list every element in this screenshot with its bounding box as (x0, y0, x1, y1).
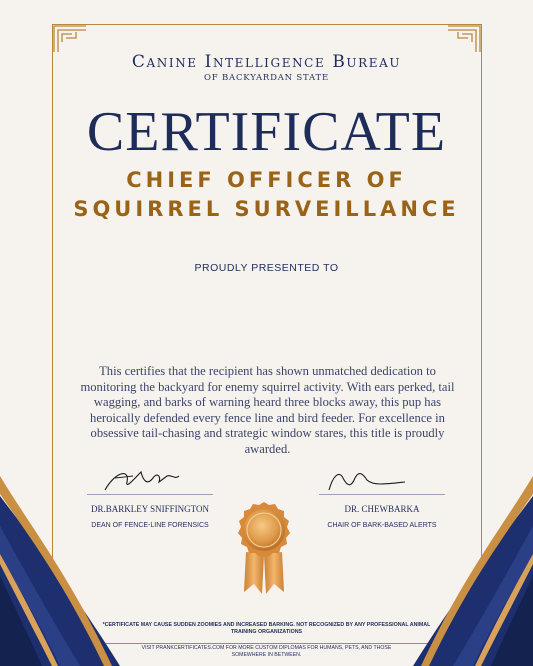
signer-role-left: DEAN OF FENCE-LINE FORENSICS (91, 522, 209, 529)
navy-gold-drape-right-icon (393, 466, 533, 666)
organization-name: Canine Intelligence Bureau (131, 52, 402, 72)
presented-to-label: PROUDLY PRESENTED TO (194, 262, 339, 274)
certificate-title: CERTIFICATE (86, 101, 447, 163)
navy-gold-drape-left-icon (0, 466, 140, 666)
signer-name-right: DR. CHEWBARKA (344, 504, 420, 514)
corner-ornament-top-right-icon (446, 24, 482, 54)
certificate-body: This certifies that the recipient has shown unmatched dedication to monitoring the backyard for enemy squirrel activity. With ears perked, tail wagging, and barks of warning heard three blocks away, this pup has heroically defended every fence line and bird feeder. For excellence in obsessive tail-chasing and strategic window stares, this title is proudly awarded. (80, 364, 455, 456)
footer-note: VISIT PRANKCERTIFICATES.COM FOR MORE CUSTOM DIPLOMAS FOR HUMANS, PETS, AND THOSE SOMEWHERE IN BETWEEN. (141, 645, 392, 658)
organization-subtitle: OF BACKYARDAN STATE (204, 73, 329, 83)
corner-ornament-top-left-icon (52, 24, 88, 54)
disclaimer-text: *CERTIFICATE MAY CAUSE SUDDEN ZOOMIES AND INCREASED BARKING. NOT RECOGNIZED BY ANY PROFESSIONAL ANIMAL TRAINING ORGANIZATIONS (102, 622, 431, 635)
gold-seal-ribbon-icon (224, 496, 304, 596)
signer-name-left: DR.BARKLEY SNIFFINGTON (90, 504, 209, 514)
signer-role-right: CHAIR OF BARK-BASED ALERTS (327, 522, 437, 529)
award-title: CHIEF OFFICER OF SQUIRREL SURVEILLANCE (73, 168, 460, 221)
